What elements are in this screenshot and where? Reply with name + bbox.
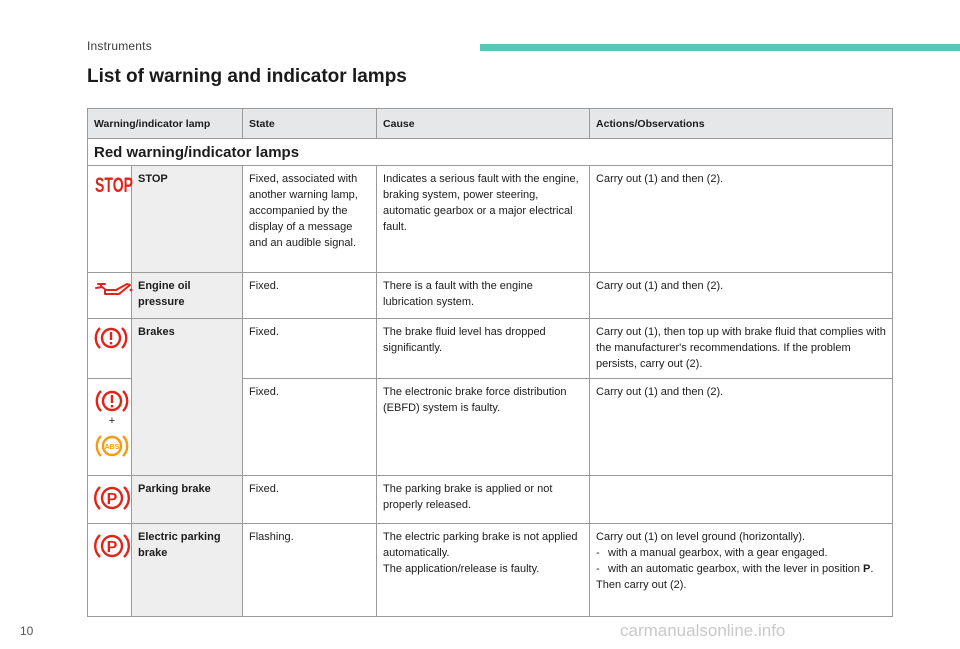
lamp-name: Engine oil pressure xyxy=(132,273,243,319)
lamp-action: Carry out (1) and then (2). xyxy=(590,379,893,476)
dash: - xyxy=(596,563,600,575)
icon-cell xyxy=(88,379,132,476)
action-item-body xyxy=(608,561,873,577)
action-item-text: with an automatic gearbox, with the lever in position xyxy=(608,563,863,575)
column-header-actions: Actions/Observations xyxy=(590,109,893,139)
table-row xyxy=(88,476,893,524)
svg-text:+: + xyxy=(108,415,116,427)
lamp-action xyxy=(590,476,893,524)
stop-icon-text: STOP xyxy=(95,174,133,197)
lamps-table xyxy=(87,108,893,617)
lamp-cause: Indicates a serious fault with the engine, braking system, power steering, automatic gearbox or a major electrical fault. xyxy=(377,166,590,273)
svg-text:P: P xyxy=(106,539,118,556)
lamp-cause xyxy=(377,524,590,617)
column-header-lamp: Warning/indicator lamp xyxy=(88,109,243,139)
brake-plus-abs-icon xyxy=(94,387,130,465)
table-header-row xyxy=(88,109,893,139)
icon-cell xyxy=(88,166,132,273)
lamp-state: Fixed. xyxy=(243,319,377,379)
lamp-state: Flashing. xyxy=(243,524,377,617)
lamp-action xyxy=(590,524,893,617)
lamp-state: Fixed. xyxy=(243,476,377,524)
action-item-text: with a manual gearbox, with a gear engaged. xyxy=(608,547,828,559)
header-accent-bar xyxy=(480,44,960,51)
icon-cell xyxy=(88,476,132,524)
section-heading: Red warning/indicator lamps xyxy=(88,139,893,166)
lamp-cause: The electronic brake force distribution (EBFD) system is faulty. xyxy=(377,379,590,476)
section-label: Instruments xyxy=(87,39,152,53)
page-number: 10 xyxy=(20,624,34,638)
action-item xyxy=(596,545,886,561)
electric-parking-brake-icon xyxy=(94,531,130,561)
gear-position: P xyxy=(863,563,871,575)
lamp-state: Fixed, associated with another warning lamp, accompanied by the display of a message and an audible signal. xyxy=(243,166,377,273)
svg-text:ABS: ABS xyxy=(104,444,120,451)
table-row xyxy=(88,273,893,319)
lamp-name: STOP xyxy=(132,166,243,273)
icon-cell xyxy=(88,273,132,319)
dash: - xyxy=(596,547,600,559)
action-item xyxy=(596,561,886,577)
table-row xyxy=(88,524,893,617)
icon-cell xyxy=(88,319,132,379)
lamp-action: Carry out (1) and then (2). xyxy=(590,166,893,273)
brake-warning-icon xyxy=(94,324,128,352)
svg-text:P: P xyxy=(106,491,118,508)
cause-line: The electric parking brake is not applied automatically. xyxy=(383,531,578,559)
page-title: List of warning and indicator lamps xyxy=(87,66,407,87)
lamp-action: Carry out (1), then top up with brake fluid that complies with the manufacturer's recommendations. If the problem persists, carry out (2). xyxy=(590,319,893,379)
column-header-cause: Cause xyxy=(377,109,590,139)
action-item-end: . xyxy=(870,563,874,575)
table-row xyxy=(88,319,893,379)
lamp-name: Parking brake xyxy=(132,476,243,524)
lamp-cause: The brake fluid level has dropped significantly. xyxy=(377,319,590,379)
lamp-name: Electric parking brake xyxy=(132,524,243,617)
action-outro: Then carry out (2). xyxy=(596,579,687,591)
watermark: carmanualsonline.info xyxy=(620,621,786,640)
table-row xyxy=(88,166,893,273)
lamp-state: Fixed. xyxy=(243,379,377,476)
lamp-cause: The parking brake is applied or not properly released. xyxy=(377,476,590,524)
lamp-action: Carry out (1) and then (2). xyxy=(590,273,893,319)
section-row xyxy=(88,139,893,166)
action-intro: Carry out (1) on level ground (horizontally). xyxy=(596,531,806,543)
lamp-name: Brakes xyxy=(132,319,243,476)
icon-cell xyxy=(88,524,132,617)
lamp-cause: There is a fault with the engine lubrication system. xyxy=(377,273,590,319)
parking-brake-icon xyxy=(94,483,130,513)
oil-can-icon xyxy=(94,278,134,298)
cause-line: The application/release is faulty. xyxy=(383,563,540,575)
column-header-state: State xyxy=(243,109,377,139)
lamp-state: Fixed. xyxy=(243,273,377,319)
stop-text-icon xyxy=(94,171,134,197)
